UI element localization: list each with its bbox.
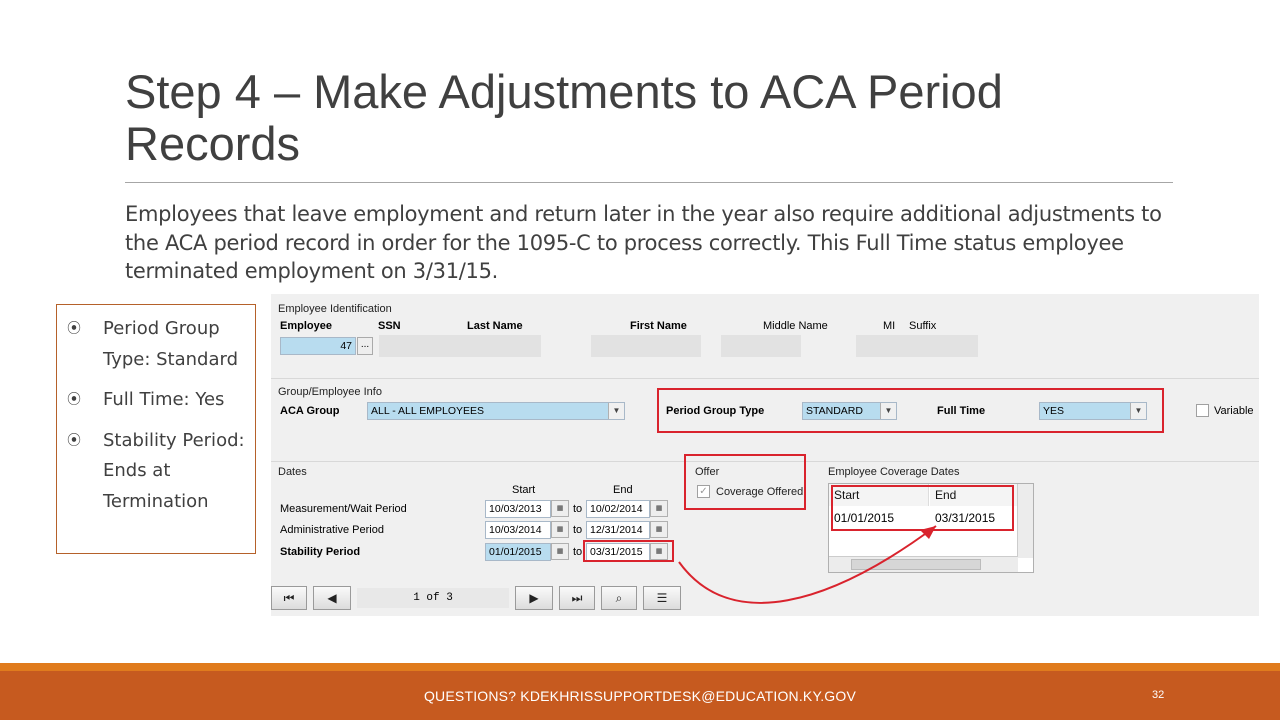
coverage-end-cell[interactable]: 03/31/2015 [935,511,996,525]
footer-bar [0,671,1280,720]
aca-period-screenshot [271,294,1259,616]
bullet-icon: ⦿ [67,432,81,449]
coverage-dates-title: Employee Coverage Dates [828,466,960,478]
administrative-start-input[interactable]: 10/03/2014 [485,521,551,539]
coverage-end-header[interactable]: End [930,484,1018,506]
footer-contact-text: QUESTIONS? KDEKHRISSUPPORTDESK@EDUCATION.KY.GOV [423,688,857,704]
full-time-label: Full Time [937,405,986,417]
callout-item [65,385,251,416]
callout-item-label: Full Time: Yes [103,389,225,410]
calendar-icon[interactable]: ▦ [551,521,569,538]
group-info-title: Group/Employee Info [278,386,382,398]
employee-lookup-button[interactable]: ... [357,337,373,355]
title-divider [125,182,1173,183]
employee-identification-title: Employee Identification [278,303,392,315]
aca-group-label: ACA Group [280,405,340,417]
measurement-start-input[interactable]: 10/03/2013 [485,500,551,518]
col-last-name: Last Name [467,320,523,332]
administrative-period-label: Administrative Period [280,524,384,536]
calendar-icon[interactable]: ▦ [650,521,668,538]
aca-group-value: ALL - ALL EMPLOYEES [371,405,485,417]
calendar-icon[interactable]: ▦ [650,543,668,560]
col-employee: Employee [280,320,332,332]
slide-title: Step 4 – Make Adjustments to ACA Period Records [125,65,1003,170]
page-number: 32 [1152,689,1165,701]
coverage-offered-label: Coverage Offered [716,486,804,498]
callout-item [65,426,251,518]
measurement-end-input[interactable]: 10/02/2014 [586,500,650,518]
calendar-icon[interactable]: ▦ [551,543,569,560]
calendar-icon[interactable]: ▦ [551,500,569,517]
chevron-down-icon[interactable]: ▼ [608,403,624,419]
chevron-down-icon[interactable]: ▼ [1130,403,1146,419]
next-record-button[interactable]: ▶ [515,586,553,610]
period-group-type-label: Period Group Type [666,405,765,417]
search-icon[interactable]: ⌕ [601,586,637,610]
dates-end-header: End [613,484,633,496]
col-ssn: SSN [378,320,401,332]
to-label: to [573,546,583,558]
stability-start-input[interactable]: 01/01/2015 [485,543,551,561]
employee-number-input[interactable]: 47 [280,337,356,355]
first-record-button[interactable]: ⏮ [271,586,307,610]
col-middle-name: Middle Name [763,320,828,332]
to-label: to [573,503,583,515]
callout-item-label: Period Group Type: Standard [103,318,239,370]
measurement-period-label: Measurement/Wait Period [280,503,407,515]
stability-period-label: Stability Period [280,546,361,558]
period-group-type-value: STANDARD [806,405,863,417]
slide-body-text: Employees that leave employment and return later in the year also require additional adjustments to the ACA period record in order for the 1095-C to process correctly. This Full Time status employee terminated employment on 3/31/15. [125,202,1162,283]
coverage-start-cell[interactable]: 01/01/2015 [834,511,895,525]
bullet-icon: ⦿ [67,321,81,337]
list-view-icon[interactable]: ☰ [643,586,681,610]
stability-end-input[interactable]: 03/31/2015 [586,543,650,561]
callout-item-label: Stability Period: Ends at Termination [103,429,245,512]
full-time-value: YES [1043,405,1065,417]
to-label: to [573,524,583,536]
variable-label: Variable [1214,405,1254,417]
arrow-annotation-icon [271,294,1259,616]
bullet-icon: ⦿ [67,392,81,408]
last-record-button[interactable]: ⏭ [559,586,595,610]
calendar-icon[interactable]: ▦ [650,500,668,517]
administrative-end-input[interactable]: 12/31/2014 [586,521,650,539]
record-counter: 1 of 3 [357,588,509,608]
callout-box [56,304,256,554]
chevron-down-icon[interactable]: ▼ [880,403,896,419]
coverage-start-header[interactable]: Start [829,484,929,506]
footer-stripe [0,663,1280,671]
offer-title: Offer [695,466,720,478]
dates-start-header: Start [512,484,536,496]
col-suffix: Suffix [909,320,937,332]
dates-title: Dates [278,466,307,478]
callout-item [65,314,251,375]
col-first-name: First Name [630,320,687,332]
col-mi: MI [883,320,896,332]
coverage-offered-checkbox[interactable]: ✓ [697,485,710,498]
previous-record-button[interactable]: ◀ [313,586,351,610]
